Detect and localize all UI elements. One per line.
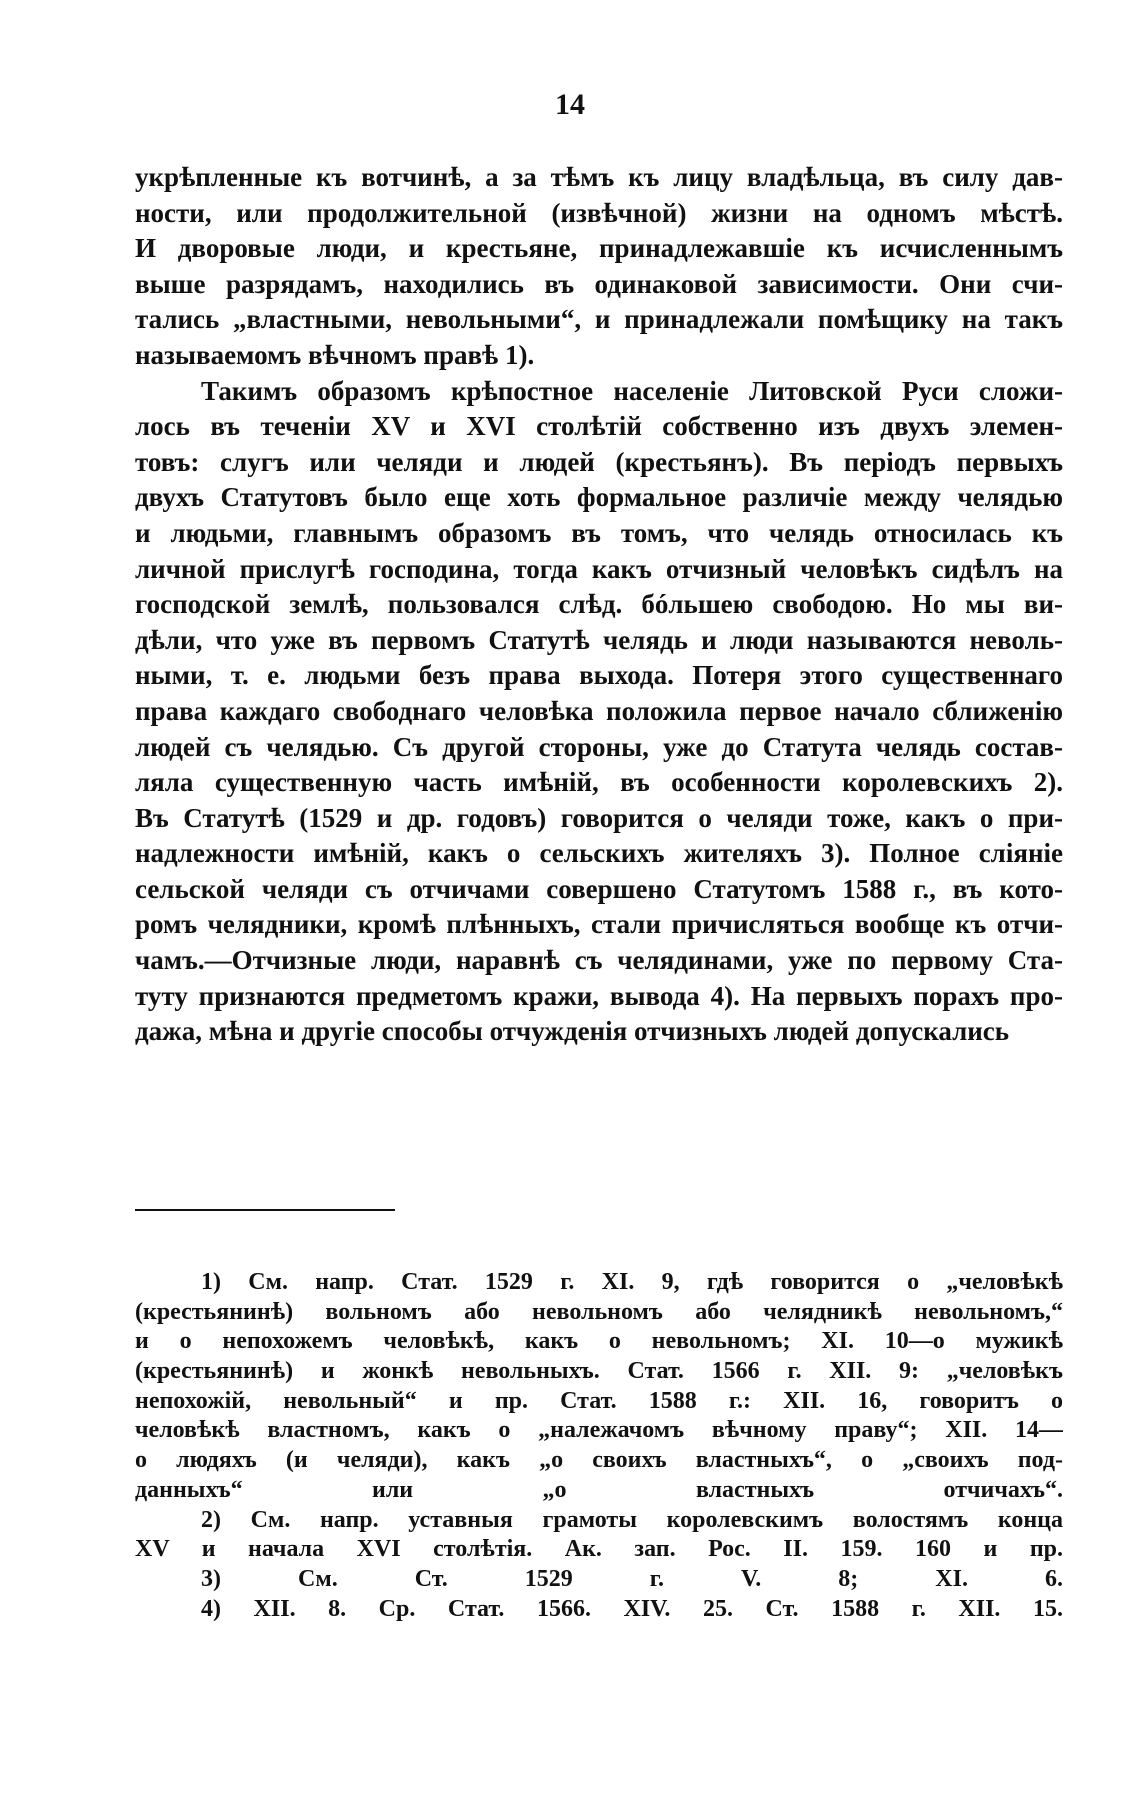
footnote-line: непохожій, невольный“ и пр. Стат. 1588 г.: XII. 16, говоритъ о: [135, 1387, 1063, 1414]
text-line: и людьми, главнымъ образомъ въ томъ, что челядь относилась къ: [135, 517, 1063, 548]
text-line: господской землѣ, пользовался слѣд. бóльшею свободою. Но мы ви-: [135, 589, 1063, 620]
text-line: дѣли, что уже въ первомъ Статутѣ челядь и люди называются неволь-: [135, 624, 1063, 655]
text-line: И дворовые люди, и крестьяне, принадлежавшіе къ исчисленнымъ: [135, 233, 1063, 264]
footnote-line: человѣкѣ властномъ, какъ о „належачомъ вѣчному праву“; XII. 14—: [135, 1417, 1063, 1444]
footnote-line: 4) XII. 8. Ср. Стат. 1566. XIV. 25. Ст. 1588 г. XII. 15.: [201, 1595, 1063, 1622]
text-line: ности, или продолжительной (извѣчной) жизни на одномъ мѣстѣ.: [135, 197, 1063, 228]
text-line: ными, т. е. людьми безъ права выхода. Потеря этого существеннаго: [135, 660, 1063, 691]
text-line: туту признаются предметомъ кражи, вывода 4). На первыхъ порахъ про-: [135, 980, 1063, 1011]
text-line: ляла существенную часть имѣній, въ особенности королевскихъ 2).: [135, 767, 1063, 798]
text-line: лось въ теченіи XV и XVI столѣтій собственно изъ двухъ элемен-: [135, 411, 1063, 442]
text-line: товъ: слугъ или челяди и людей (крестьянъ). Въ періодъ первыхъ: [135, 446, 1063, 477]
text-line: чамъ.—Отчизные люди, наравнѣ съ челядинами, уже по первому Ста-: [135, 945, 1063, 976]
text-line: Такимъ образомъ крѣпостное населеніе Литовской Руси сложи-: [201, 375, 1063, 406]
footnote-line: данныхъ“ или „о властныхъ отчичахъ“.: [135, 1476, 1063, 1503]
page-number: 14: [555, 88, 585, 121]
text-line: укрѣпленные къ вотчинѣ, а за тѣмъ къ лицу владѣльца, въ силу дав-: [135, 162, 1063, 192]
text-line: права каждаго свободнаго человѣка положила первое начало сближенію: [135, 695, 1063, 726]
footnote-line: 3) См. Ст. 1529 г. V. 8; XI. 6.: [201, 1565, 1063, 1592]
footnote-line: 2) См. напр. уставныя грамоты королевскимъ волостямъ конца: [201, 1506, 1063, 1533]
main-text: [135, 160, 1063, 1050]
text-line: надлежности имѣній, какъ о сельскихъ жителяхъ 3). Полное сліяніе: [135, 838, 1063, 869]
footnote-line: о людяхъ (и челяди), какъ „о своихъ властныхъ“, о „своихъ под-: [135, 1447, 1063, 1474]
text-line: двухъ Статутовъ было еще хоть формальное различіе между челядью: [135, 482, 1063, 513]
text-line: сельской челяди съ отчичами совершено Статутомъ 1588 г., въ кото-: [135, 873, 1063, 904]
text-line: называемомъ вѣчномъ правѣ 1).: [135, 339, 535, 370]
footnote-divider: [135, 1209, 395, 1211]
footnote-line: и о непохожемъ человѣкѣ, какъ о невольномъ; XI. 10—о мужикѣ: [135, 1328, 1063, 1355]
footnote-line: (крестьянинѣ) вольномъ або невольномъ або челядникѣ невольномъ,“: [135, 1298, 1063, 1325]
footnote-line: 1) См. напр. Стат. 1529 г. XI. 9, гдѣ говорится о „человѣкѣ: [201, 1269, 1063, 1295]
text-line: тались „властными, невольными“, и принадлежали помѣщику на такъ: [135, 304, 1063, 335]
text-line: Въ Статутѣ (1529 и др. годовъ) говорится о челяди тоже, какъ о при-: [135, 802, 1063, 833]
text-line: дажа, мѣна и другіе способы отчужденія отчизныхъ людей допускались: [135, 1016, 1010, 1047]
footnote-line: XV и начала XVI столѣтія. Ак. зап. Рос. II. 159. 160 и пр.: [135, 1536, 1063, 1563]
text-line: людей съ челядью. Съ другой стороны, уже до Статута челядь состав-: [135, 731, 1063, 762]
text-line: личной прислугѣ господина, тогда какъ отчизный человѣкъ сидѣлъ на: [135, 553, 1063, 584]
text-line: ромъ челядники, кромѣ плѣнныхъ, стали причисляться вообще къ отчи-: [135, 909, 1063, 940]
footnotes: [135, 1268, 1063, 1624]
footnote-line: (крестьянинѣ) и жонкѣ невольныхъ. Стат. 1566 г. XII. 9: „человѣкъ: [135, 1358, 1063, 1385]
text-line: выше разрядамъ, находились въ одинаковой зависимости. Они счи-: [135, 268, 1063, 299]
